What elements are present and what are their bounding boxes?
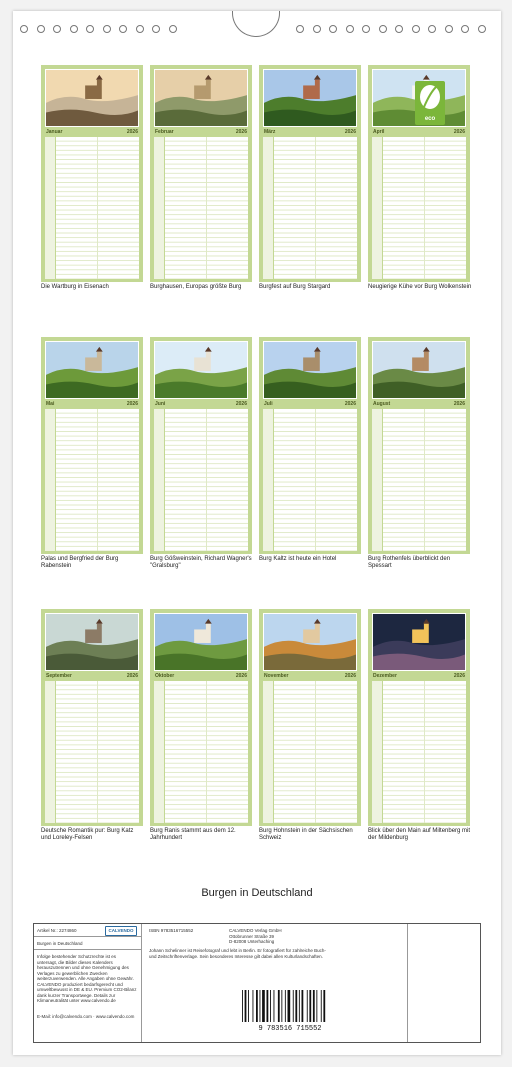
binding-hole [445,25,453,33]
day-grid [263,681,357,823]
month-header [372,401,466,408]
month-panel [41,337,143,554]
barcode-bar [288,990,291,1022]
binding-hole [461,25,469,33]
month-year: 2026 [126,129,138,135]
barcode-bar [242,990,243,1022]
eco-column [407,924,482,1042]
barcode-bar [321,990,322,1022]
day-grid [263,137,357,279]
binding-hole [53,25,61,33]
month-name: Juli [264,401,273,407]
grid-divider [97,409,98,551]
month-photo [154,613,248,671]
binding-hole [119,25,127,33]
month-caption: Neugierige Kühe vor Burg Wolkenstein [368,284,472,290]
publisher-address [229,928,282,945]
legal-row [34,950,141,1044]
grid-divider [97,137,98,279]
eco-leaf-icon [415,81,445,125]
month-name: September [46,673,72,679]
binding-hole [20,25,28,33]
product-info-column [34,924,142,1042]
month-photo [372,613,466,671]
month-year: 2026 [453,129,465,135]
month-caption: Die Wartburg in Eisenach [41,284,109,290]
barcode-bar [302,990,304,1022]
month-header [45,673,139,680]
contact-email: E-Mail: info@calvendo.com · www.calvendo.com [37,1014,135,1019]
month-year: 2026 [453,673,465,679]
barcode-bar [316,990,317,1022]
month-year: 2026 [235,129,247,135]
month-panel [368,337,470,554]
barcode-bar [313,990,315,1022]
calendar-title: Burgen in Deutschland [201,887,313,899]
month-name: Februar [155,129,174,135]
binding-hole [169,25,177,33]
barcode-bar [248,990,249,1022]
day-grid [372,137,466,279]
binding-hole [428,25,436,33]
month-caption: Burg Ranis stammt aus dem 12. Jahrhundert [150,828,236,841]
grid-divider [315,681,316,823]
month-header [372,673,466,680]
month-photo [263,613,357,671]
day-number-column [45,137,56,279]
month-year: 2026 [453,401,465,407]
barcode-bar [274,990,275,1022]
month-header [154,401,248,408]
month-header [45,129,139,136]
binding-hole [362,25,370,33]
barcode-bar [253,990,254,1022]
calendar-sheet [13,11,501,1055]
month-year: 2026 [344,129,356,135]
barcode-bar [293,990,294,1022]
month-name: August [373,401,391,407]
binding-hole [395,25,403,33]
month-year: 2026 [126,401,138,407]
month-year: 2026 [344,673,356,679]
day-grid [154,409,248,551]
barcode-bar [270,990,271,1022]
month-caption: Burghausen, Europas größte Burg [150,284,242,290]
month-photo [45,613,139,671]
month-year: 2026 [344,401,356,407]
month-panel [150,65,252,282]
calvendo-logo: CALVENDO [105,926,137,936]
grid-divider [206,681,207,823]
grid-divider [424,137,425,279]
barcode-bar [281,990,282,1022]
binding-hole [379,25,387,33]
eco-label: eco [424,116,436,122]
month-header [372,129,466,136]
month-photo [45,69,139,127]
month-header [263,129,357,136]
month-panel [259,65,361,282]
day-number-column [372,409,383,551]
article-row [34,924,141,937]
month-caption: Burg Kaltz ist heute ein Hotel [259,556,337,562]
month-header [154,673,248,680]
day-grid [372,409,466,551]
month-photo [263,69,357,127]
day-number-column [372,681,383,823]
month-name: März [264,129,276,135]
month-panel [150,337,252,554]
binding-hole [346,25,354,33]
day-number-column [263,681,274,823]
barcode-bar [260,990,261,1022]
binding-hole [412,25,420,33]
month-caption: Burg Hohnstein in der Sächsischen Schweiz [259,828,353,841]
month-photo [263,341,357,399]
binding-hole [329,25,337,33]
publisher-line: D-82008 Unterhaching [229,939,275,944]
day-grid [154,137,248,279]
month-year: 2026 [126,673,138,679]
grid-divider [97,681,98,823]
month-name: Januar [46,129,63,135]
day-grid [45,409,139,551]
month-header [263,401,357,408]
grid-divider [206,409,207,551]
barcode-number: 9 783516 715552 [258,1025,322,1032]
month-photo [154,69,248,127]
month-panel [368,609,470,826]
author-bio: Johann Schelinner ist Reisefotograf und lebt in Berlin. Er fotografiert für zahlreiche Buch- und Zeitschriftenverlage. Sein besonderes Interesse gilt dabei allen Kulturlandschaften. [149,948,326,959]
article-number: Artikel Nr.: 2274860 [37,928,77,933]
month-header [263,673,357,680]
day-grid [45,681,139,823]
month-name: November [264,673,289,679]
isbn: ISBN 9783516715552 [149,928,194,933]
day-number-column [45,409,56,551]
month-name: Dezember [373,673,397,679]
product-title: Burgen in Deutschland [37,941,83,946]
day-number-column [263,137,274,279]
barcode-bar [262,990,265,1022]
month-panel [41,65,143,282]
month-caption: Deutsche Romantik pur: Burg Katz und Loreley-Felsen [41,828,134,841]
binding-hole [70,25,78,33]
day-number-column [154,409,165,551]
month-name: April [373,129,385,135]
day-number-column [154,137,165,279]
product-title-row [34,937,141,950]
binding-hole [296,25,304,33]
binding-hole [86,25,94,33]
barcode-bar [245,990,247,1022]
barcode-bar [323,990,325,1022]
month-panel [259,609,361,826]
binding-hole [478,25,486,33]
month-name: Juni [155,401,166,407]
grid-divider [424,681,425,823]
month-photo [154,341,248,399]
binding-hole [103,25,111,33]
month-caption: Palas und Bergfried der Burg Rabenstein [41,556,119,569]
day-number-column [154,681,165,823]
day-number-column [263,409,274,551]
day-grid [372,681,466,823]
month-caption: Burg Gößweinstein, Richard Wagner's "Gralsburg" [150,556,252,569]
month-panel [259,337,361,554]
publisher-line: Ottobrunner Straße 39 [229,933,275,939]
barcode-bar [307,990,308,1022]
month-year: 2026 [235,401,247,407]
grid-divider [315,137,316,279]
month-photo [372,341,466,399]
day-number-column [372,137,383,279]
month-panel [150,609,252,826]
month-caption: Burg Rothenfels überblickt den Spessart [368,556,451,569]
day-grid [154,681,248,823]
binding-hole [37,25,45,33]
legal-text: Infolge bestehender Schutzrechte ist es untersagt, die Bilder dieses Kalenders herauszutrennen und ohne Genehmigung des Verlages zu gewerblichen Zwecken weiterzuverwenden. Alle Angaben ohne Gewähr. CALVENDO produziert bedarfsgerecht und umweltbewusst in DE & EU. Premium CO2-Bilanz dank kurzer Transportwege. Details zur Klimaneutralität unter www.calvendo.de [37,954,137,1003]
binding-hole [136,25,144,33]
barcode-bar [256,990,258,1022]
binding-hole [313,25,321,33]
barcode-bar [309,990,311,1022]
day-grid [263,409,357,551]
month-caption: Blick über den Main auf Miltenberg mit der Mildenburg [368,828,471,841]
month-header [45,401,139,408]
month-year: 2026 [235,673,247,679]
month-caption: Burgfest auf Burg Stargard [259,284,331,290]
month-name: Mai [46,401,55,407]
barcode-bar [267,990,269,1022]
month-photo [45,341,139,399]
month-panel [41,609,143,826]
barcode [234,988,346,1032]
binding-hole [152,25,160,33]
barcode-bar [278,990,280,1022]
month-header [154,129,248,136]
barcode-bar [299,990,300,1022]
grid-divider [206,137,207,279]
barcode-bar [285,990,286,1022]
day-number-column [45,681,56,823]
back-cover-info [33,923,481,1043]
grid-divider [424,409,425,551]
publisher-line: CALVENDO Verlag GmbH [229,928,282,933]
day-grid [45,137,139,279]
grid-divider [315,409,316,551]
barcode-bar [295,990,297,1022]
month-name: Oktober [155,673,175,679]
